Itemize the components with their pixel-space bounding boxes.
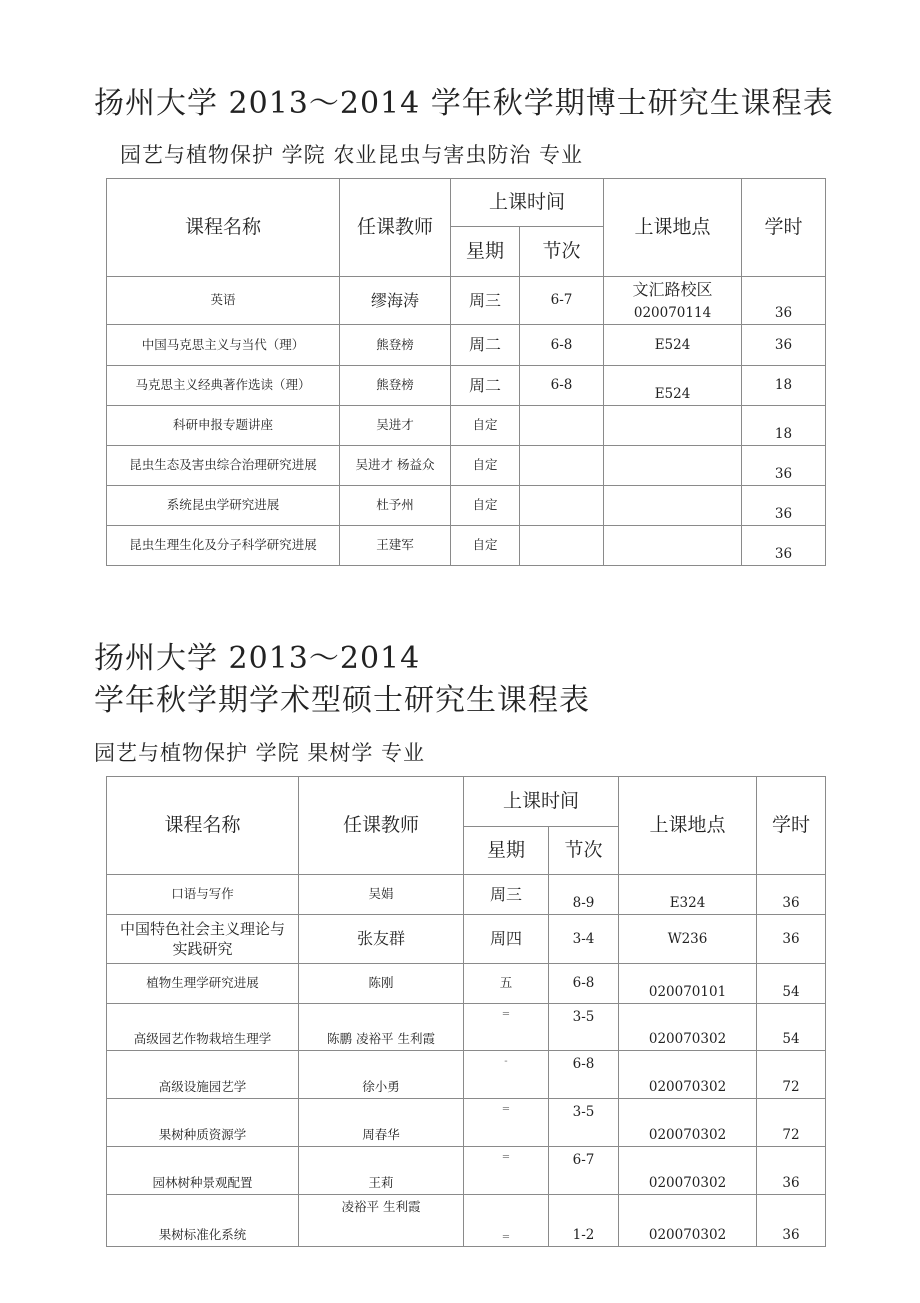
doc1-schedule-table: [106, 178, 826, 566]
period: 6-8: [549, 964, 619, 1004]
teacher-name: 陈刚: [299, 964, 464, 1004]
header-weekday: 星期: [464, 827, 549, 875]
weekday: 自定: [451, 486, 520, 526]
hours: 18: [742, 366, 826, 406]
hours: 36: [757, 875, 826, 915]
course-name: 高级园艺作物栽培生理学: [107, 1004, 299, 1051]
place: 020070302: [619, 1004, 757, 1051]
teacher-name: 吴进才: [340, 406, 451, 446]
teacher-name: 张友群: [299, 915, 464, 964]
course-name: 植物生理学研究进展: [107, 964, 299, 1004]
doc2-subtitle: 园艺与植物保护 学院 果树学 专业: [94, 741, 426, 765]
header-place: 上课地点: [604, 179, 742, 277]
weekday: 周三: [451, 277, 520, 325]
teacher-name: 王建军: [340, 526, 451, 566]
place: [604, 406, 742, 446]
course-name: 英语: [107, 277, 340, 325]
hours: 72: [757, 1099, 826, 1147]
teacher-name: 缪海涛: [340, 277, 451, 325]
course-name: [107, 915, 299, 964]
doc1-header-row: [107, 179, 826, 227]
place: E524: [604, 325, 742, 366]
header-teacher: 任课教师: [299, 777, 464, 875]
course-name: 高级设施园艺学: [107, 1051, 299, 1099]
period: 6-7: [549, 1147, 619, 1195]
place-line-2: 020070114: [633, 305, 712, 322]
table-row: [107, 1195, 826, 1247]
doc2-title-line-2: 学年秋学期学术型硕士研究生课程表: [94, 683, 590, 718]
place-line-1: 文汇路校区: [632, 279, 713, 299]
table-row: [107, 1051, 826, 1099]
header-course: 课程名称: [107, 777, 299, 875]
weekday: =: [464, 1004, 549, 1051]
course-name: 果树标准化系统: [107, 1195, 299, 1247]
doc2-schedule-table: [106, 776, 826, 1247]
table-row: [107, 325, 826, 366]
header-weekday: 星期: [451, 227, 520, 277]
place: W236: [619, 915, 757, 964]
period: 3-5: [549, 1004, 619, 1051]
doc2-title-line-1: 扬州大学 2013～2014: [94, 641, 421, 676]
weekday: 自定: [451, 446, 520, 486]
weekday: =: [464, 1195, 549, 1247]
weekday: 周四: [464, 915, 549, 964]
teacher-name: 吴进才 杨益众: [340, 446, 451, 486]
header-time: 上课时间: [451, 179, 604, 227]
hours: 72: [757, 1051, 826, 1099]
hours: 36: [742, 486, 826, 526]
header-period: 节次: [520, 227, 604, 277]
header-course: 课程名称: [107, 179, 340, 277]
table-row: [107, 446, 826, 486]
course-name: 口语与写作: [107, 875, 299, 915]
place: 020070302: [619, 1099, 757, 1147]
period: 3-5: [549, 1099, 619, 1147]
weekday: 自定: [451, 526, 520, 566]
place: [604, 486, 742, 526]
period: [520, 446, 604, 486]
hours: 36: [757, 1147, 826, 1195]
place: [604, 526, 742, 566]
hours: 54: [757, 964, 826, 1004]
header-hours: 学时: [742, 179, 826, 277]
period: 1-2: [549, 1195, 619, 1247]
weekday: 周二: [451, 366, 520, 406]
place: 020070302: [619, 1147, 757, 1195]
header-teacher: 任课教师: [340, 179, 451, 277]
place: [604, 277, 742, 325]
hours: 36: [757, 1195, 826, 1247]
doc1-subtitle: 园艺与植物保护 学院 农业昆虫与害虫防治 专业: [120, 143, 584, 167]
teacher-name: 王莉: [299, 1147, 464, 1195]
period: [520, 406, 604, 446]
period: 6-7: [520, 277, 604, 325]
header-period: 节次: [549, 827, 619, 875]
teacher-name: 凌裕平 生利霞: [299, 1195, 464, 1247]
course-name: 马克思主义经典著作选读（理）: [107, 366, 340, 406]
weekday: 五: [464, 964, 549, 1004]
period: 6-8: [520, 366, 604, 406]
teacher-name: 熊登榜: [340, 366, 451, 406]
teacher-name: 杜予州: [340, 486, 451, 526]
header-place: 上课地点: [619, 777, 757, 875]
weekday: 自定: [451, 406, 520, 446]
course-name: 系统昆虫学研究进展: [107, 486, 340, 526]
header-hours: 学时: [757, 777, 826, 875]
table-row: [107, 1004, 826, 1051]
table-row: [107, 875, 826, 915]
place: 020070302: [619, 1051, 757, 1099]
course-name: 果树种质资源学: [107, 1099, 299, 1147]
table-row: [107, 277, 826, 325]
table-row: [107, 1099, 826, 1147]
period: 8-9: [549, 875, 619, 915]
period: [520, 526, 604, 566]
course-name-line-1: 中国特色社会主义理论与: [119, 919, 285, 938]
period: 6-8: [520, 325, 604, 366]
hours: 18: [742, 406, 826, 446]
course-name: 昆虫生理生化及分子科学研究进展: [107, 526, 340, 566]
place: 020070101: [619, 964, 757, 1004]
table-row: [107, 964, 826, 1004]
weekday: -: [464, 1051, 549, 1099]
hours: 36: [742, 446, 826, 486]
hours: 36: [742, 325, 826, 366]
place: E524: [604, 366, 742, 406]
teacher-name: 熊登榜: [340, 325, 451, 366]
teacher-name: 徐小勇: [299, 1051, 464, 1099]
period: 3-4: [549, 915, 619, 964]
hours: 54: [757, 1004, 826, 1051]
hours: 36: [742, 277, 826, 325]
table-row: [107, 406, 826, 446]
teacher-name: 陈鹏 凌裕平 生利霞: [299, 1004, 464, 1051]
hours: 36: [742, 526, 826, 566]
doc2-header-row: [107, 777, 826, 827]
course-name-line-2: 实践研究: [172, 940, 233, 958]
course-name: 科研申报专题讲座: [107, 406, 340, 446]
course-name: 园林树种景观配置: [107, 1147, 299, 1195]
table-row: [107, 526, 826, 566]
course-name: 中国马克思主义与当代（理）: [107, 325, 340, 366]
table-row: [107, 915, 826, 964]
weekday: 周三: [464, 875, 549, 915]
table-row: [107, 1147, 826, 1195]
place: E324: [619, 875, 757, 915]
place: 020070302: [619, 1195, 757, 1247]
period: [520, 486, 604, 526]
weekday: =: [464, 1099, 549, 1147]
doc1-title: 扬州大学 2013～2014 学年秋学期博士研究生课程表: [94, 86, 834, 121]
teacher-name: 吴娟: [299, 875, 464, 915]
table-row: [107, 486, 826, 526]
course-name: 昆虫生态及害虫综合治理研究进展: [107, 446, 340, 486]
table-row: [107, 366, 826, 406]
hours: 36: [757, 915, 826, 964]
teacher-name: 周春华: [299, 1099, 464, 1147]
period: 6-8: [549, 1051, 619, 1099]
header-time: 上课时间: [464, 777, 619, 827]
weekday: 周二: [451, 325, 520, 366]
place: [604, 446, 742, 486]
weekday: =: [464, 1147, 549, 1195]
